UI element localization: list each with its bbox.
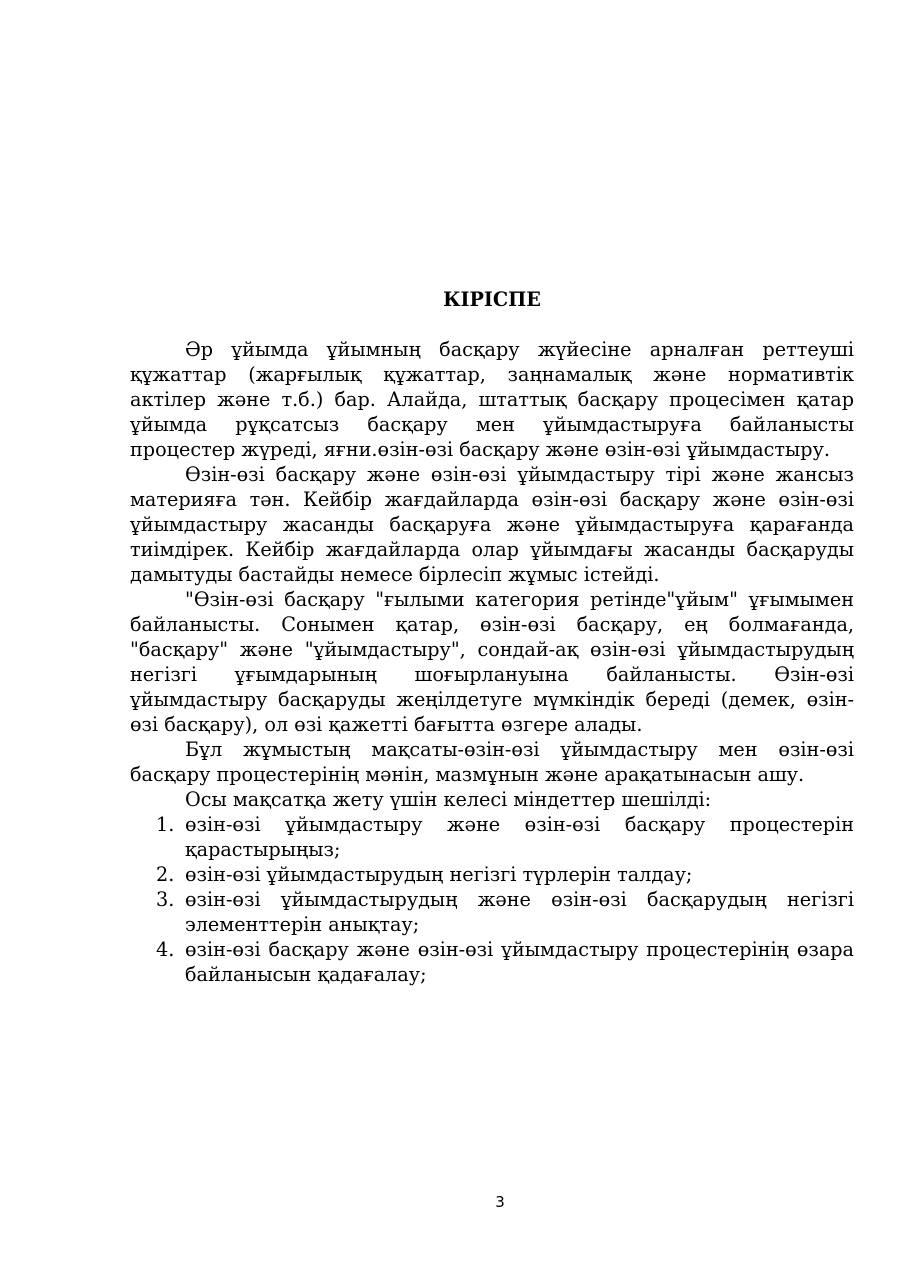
list-item-text: өзін-өзі ұйымдастырудың және өзін-өзі басқарудың негізгі элементтерін анықтау; bbox=[185, 888, 854, 936]
list-item-number: 4. bbox=[156, 938, 175, 961]
list-item bbox=[130, 812, 854, 862]
page-number: 3 bbox=[495, 1193, 505, 1211]
paragraph-3: "Өзін-өзі басқару "ғылыми категория ретінде"ұйым" ұғымымен байланысты. Сонымен қатар, өзін-өзі басқару, ең болмағанда, "басқару" және "ұйымдастыру", сондай-ақ өзін-өзі ұйымдастырудың негізгі ұғымдарының шоғырлануына байланысты. Өзін-өзі ұйымдастыру басқаруды жеңілдетуге мүмкіндік береді (демек, өзін-өзі басқару), ол өзі қажетті бағытта өзгере алады. bbox=[130, 588, 854, 736]
list-item-text: өзін-өзі ұйымдастырудың негізгі түрлерін талдау; bbox=[185, 863, 693, 886]
list-item bbox=[130, 862, 854, 887]
list-item-number: 2. bbox=[156, 863, 175, 886]
list-item bbox=[130, 937, 854, 987]
page-body bbox=[130, 287, 854, 987]
list-item-text: өзін-өзі ұйымдастыру және өзін-өзі басқару процестерін қарастырыңыз; bbox=[185, 813, 854, 861]
list-item-number: 3. bbox=[156, 888, 175, 911]
paragraph-1: Әр ұйымда ұйымның басқару жүйесіне арналған реттеуші құжаттар (жарғылық құжаттар, заңнамалық және нормативтік актілер және т.б.) бар. Алайда, штаттық басқару процесімен қатар ұйымда рұқсатсыз басқару мен ұйымдастыруға байланысты процестер жүреді, яғни.өзін-өзі басқару және өзін-өзі ұйымдастыру. bbox=[130, 338, 854, 461]
task-list bbox=[130, 812, 854, 987]
list-item-text: өзін-өзі басқару және өзін-өзі ұйымдастыру процестерінің өзара байланысын қадағалау; bbox=[185, 938, 854, 986]
section-heading: КІРІСПЕ bbox=[443, 288, 541, 311]
list-item bbox=[130, 887, 854, 937]
paragraph-2: Өзін-өзі басқару және өзін-өзі ұйымдастыру тірі және жансыз материяға тән. Кейбір жағдайларда өзін-өзі басқару және өзін-өзі ұйымдастыру жасанды басқаруға және ұйымдастыруға қарағанда тиімдірек. Кейбір жағдайларда олар ұйымдағы жасанды басқаруды дамытуды бастайды немесе бірлесіп жұмыс істейді. bbox=[130, 463, 854, 586]
list-item-number: 1. bbox=[156, 813, 175, 836]
paragraph-4: Бұл жұмыстың мақсаты-өзін-өзі ұйымдастыру мен өзін-өзі басқару процестерінің мәнін, мазмұнын және арақатынасын ашу. bbox=[130, 738, 854, 786]
paragraph-5: Осы мақсатқа жету үшін келесі міндеттер шешілді: bbox=[185, 788, 712, 811]
